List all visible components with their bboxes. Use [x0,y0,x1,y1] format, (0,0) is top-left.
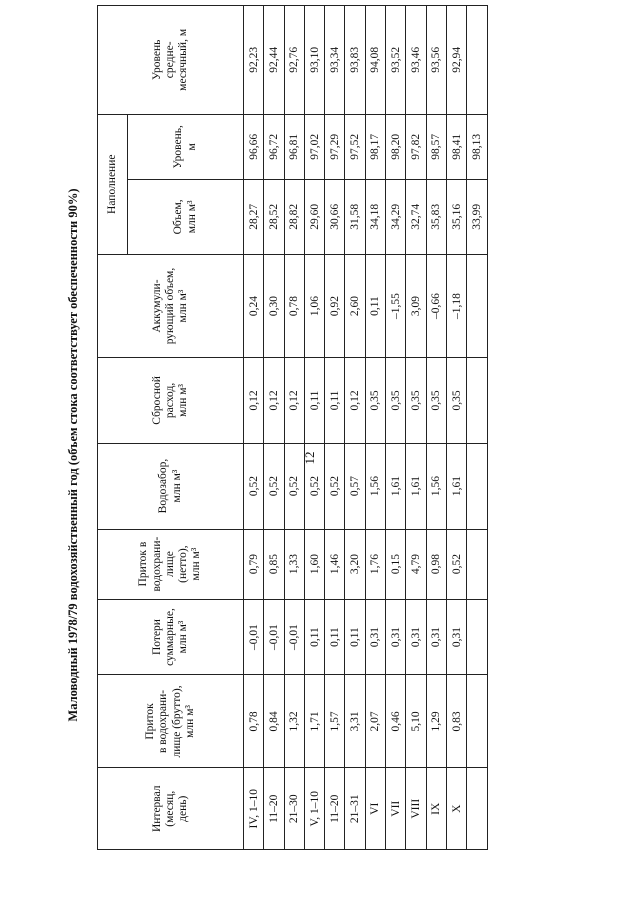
cell-interval: 21–31 [345,768,365,850]
cell-volume: 34,29 [386,179,406,254]
cell-withdrawal: 0,52 [284,443,304,529]
cell-level: 97,29 [325,114,345,179]
cell-monthly-level: 93,34 [325,6,345,115]
cell-inflow-net: 1,76 [365,529,385,599]
cell-withdrawal: 0,52 [325,443,345,529]
cell-monthly-level: 93,52 [386,6,406,115]
cell-level: 96,72 [264,114,284,179]
header-inflow-net: Приток в водохрани- лище (нетто), млн м³ [98,529,244,599]
cell-losses: 0,11 [304,599,324,675]
cell-accumulated: 0,30 [264,254,284,357]
cell-discharge: 0,35 [406,358,426,443]
cell-level: 98,13 [467,114,487,179]
cell-discharge: 0,12 [284,358,304,443]
cell-inflow-gross: 0,46 [386,675,406,768]
cell-accumulated: 2,60 [345,254,365,357]
cell-volume: 31,58 [345,179,365,254]
cell-losses: 0,31 [365,599,385,675]
cell-withdrawal: 0,52 [304,443,324,529]
cell-withdrawal: 1,56 [426,443,446,529]
cell-losses: 0,31 [446,599,466,675]
cell-inflow-gross: 1,57 [325,675,345,768]
cell-discharge: 0,12 [345,358,365,443]
cell-withdrawal: 0,52 [264,443,284,529]
cell-inflow-gross: 0,84 [264,675,284,768]
cell-discharge: 0,12 [244,358,264,443]
table-caption: Маловодный 1978/79 водохозяйственный год (объем стока соответствует обеспеченности 90%) [66,188,80,722]
cell-discharge: 0,35 [446,358,466,443]
cell-accumulated: –1,18 [446,254,466,357]
cell-inflow-net: 0,15 [386,529,406,599]
cell-discharge: 0,35 [365,358,385,443]
cell-empty [467,443,487,529]
header-withdrawal: Водозабор, млн м³ [98,443,244,529]
cell-accumulated: 3,09 [406,254,426,357]
cell-losses: 0,11 [345,599,365,675]
cell-discharge: 0,35 [426,358,446,443]
cell-withdrawal: 1,61 [386,443,406,529]
cell-inflow-net: 0,85 [264,529,284,599]
cell-inflow-gross: 2,07 [365,675,385,768]
cell-accumulated: 0,24 [244,254,264,357]
cell-inflow-net: 0,79 [244,529,264,599]
cell-volume: 28,27 [244,179,264,254]
rotated-page-content [0,5,640,905]
cell-interval: VIII [406,768,426,850]
cell-empty [467,254,487,357]
cell-inflow-gross: 0,83 [446,675,466,768]
cell-inflow-net: 1,33 [284,529,304,599]
cell-level: 96,81 [284,114,304,179]
cell-discharge: 0,11 [325,358,345,443]
cell-empty [467,675,487,768]
cell-volume: 34,18 [365,179,385,254]
cell-volume: 28,82 [284,179,304,254]
cell-empty [467,529,487,599]
cell-level: 97,02 [304,114,324,179]
header-volume: Объем, млн м³ [128,179,244,254]
cell-accumulated: 0,78 [284,254,304,357]
cell-interval: IX [426,768,446,850]
cell-losses: 0,11 [325,599,345,675]
header-filling: Наполнение [98,114,128,254]
cell-losses: –0,01 [244,599,264,675]
cell-level: 97,82 [406,114,426,179]
page-number: 12 [302,451,317,465]
cell-losses: –0,01 [284,599,304,675]
cell-volume: 28,52 [264,179,284,254]
cell-inflow-net: 1,60 [304,529,324,599]
header-level: Уровень, м [128,114,244,179]
cell-level: 98,20 [386,114,406,179]
cell-losses: 0,31 [386,599,406,675]
cell-monthly-level: 92,94 [446,6,466,115]
cell-accumulated: –1,55 [386,254,406,357]
cell-volume: 30,66 [325,179,345,254]
cell-inflow-net: 0,52 [446,529,466,599]
cell-losses: –0,01 [264,599,284,675]
cell-withdrawal: 1,56 [365,443,385,529]
cell-withdrawal: 0,52 [244,443,264,529]
header-accumulated: Аккумули- рующий объем, млн м³ [98,254,244,357]
table-subrow [244,6,264,850]
cell-monthly-level: 93,56 [426,6,446,115]
cell-level: 98,57 [426,114,446,179]
cell-withdrawal: 0,57 [345,443,365,529]
cell-withdrawal: 1,61 [406,443,426,529]
header-interval: Интервал (месяц, день) [98,768,244,850]
cell-empty [467,768,487,850]
cell-inflow-net: 3,20 [345,529,365,599]
cell-losses: 0,31 [406,599,426,675]
cell-monthly-level: 93,10 [304,6,324,115]
data-table [97,5,488,850]
cell-interval: VI [365,768,385,850]
cell-accumulated: –0,66 [426,254,446,357]
cell-discharge: 0,35 [386,358,406,443]
cell-interval: IV, 1–10 [244,768,264,850]
cell-accumulated: 0,92 [325,254,345,357]
cell-level: 97,52 [345,114,365,179]
cell-volume: 35,83 [426,179,446,254]
cell-inflow-net: 1,46 [325,529,345,599]
cell-monthly-level: 93,46 [406,6,426,115]
cell-inflow-gross: 5,10 [406,675,426,768]
cell-inflow-gross: 0,78 [244,675,264,768]
cell-accumulated: 1,06 [304,254,324,357]
cell-empty [467,358,487,443]
cell-empty [467,599,487,675]
cell-monthly-level: 93,83 [345,6,365,115]
cell-monthly-level: 92,76 [284,6,304,115]
cell-empty [467,6,487,115]
header-discharge: Сбросной расход, млн м³ [98,358,244,443]
cell-interval: VII [386,768,406,850]
cell-discharge: 0,12 [264,358,284,443]
cell-interval: 11–20 [325,768,345,850]
cell-interval: V, 1–10 [304,768,324,850]
cell-level: 96,66 [244,114,264,179]
cell-volume: 32,74 [406,179,426,254]
cell-inflow-gross: 3,31 [345,675,365,768]
cell-monthly-level: 94,08 [365,6,385,115]
header-losses: Потери суммарные, млн м³ [98,599,244,675]
cell-inflow-gross: 1,32 [284,675,304,768]
cell-interval: X [446,768,466,850]
cell-monthly-level: 92,23 [244,6,264,115]
cell-losses: 0,31 [426,599,446,675]
cell-volume: 29,60 [304,179,324,254]
cell-inflow-net: 0,98 [426,529,446,599]
cell-accumulated: 0,11 [365,254,385,357]
cell-inflow-net: 4,79 [406,529,426,599]
cell-level: 98,41 [446,114,466,179]
cell-volume: 35,16 [446,179,466,254]
cell-interval: 11–20 [264,768,284,850]
cell-monthly-level: 92,44 [264,6,284,115]
cell-inflow-gross: 1,29 [426,675,446,768]
header-monthly-level: Уровень средне- месячный, м [98,6,244,115]
header-inflow-gross: Приток в водохрани- лище (брутто), млн м³ [98,675,244,768]
cell-inflow-gross: 1,71 [304,675,324,768]
cell-withdrawal: 1,61 [446,443,466,529]
cell-discharge: 0,11 [304,358,324,443]
cell-level: 98,17 [365,114,385,179]
cell-volume: 33,99 [467,179,487,254]
cell-interval: 21–30 [284,768,304,850]
